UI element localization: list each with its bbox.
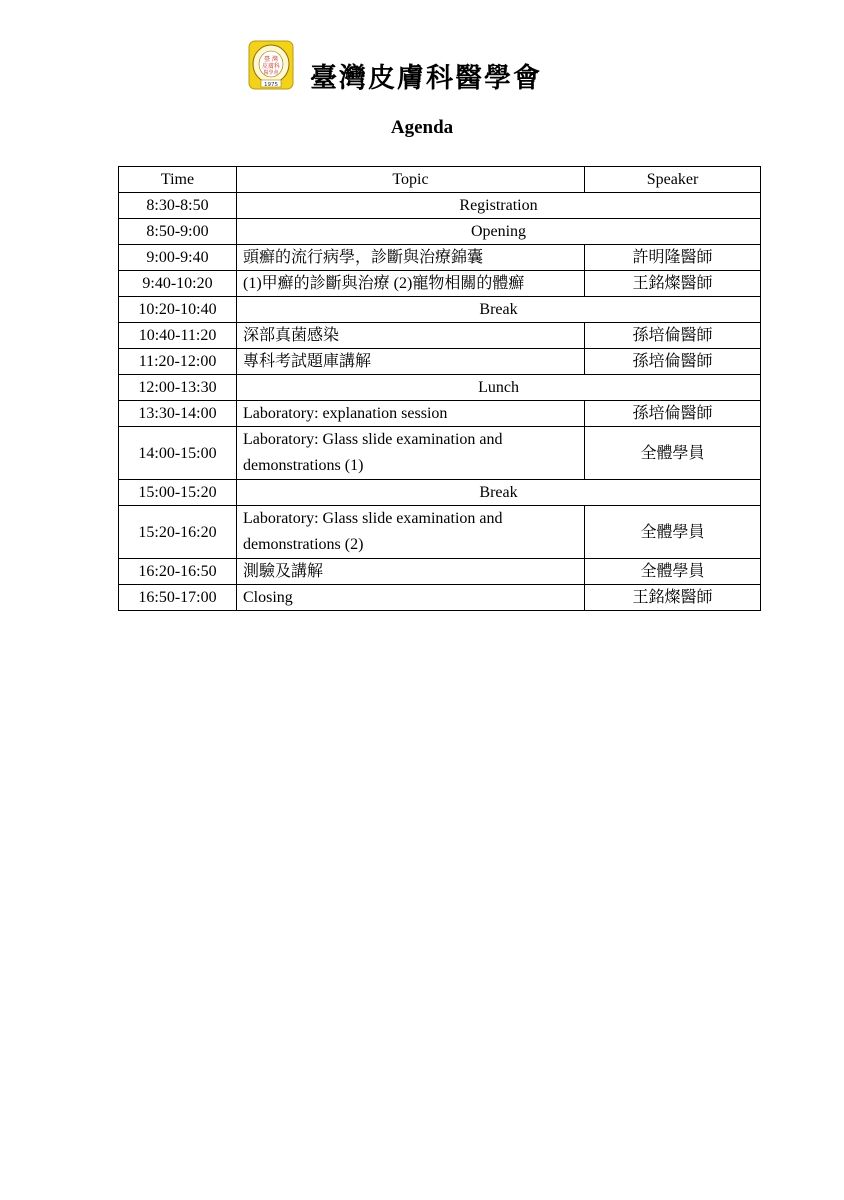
svg-text:醫學會: 醫學會	[263, 70, 279, 76]
svg-text:皮膚科: 皮膚科	[261, 63, 281, 70]
speaker-cell: 孫培倫醫師	[585, 323, 761, 349]
time-cell: 10:20-10:40	[119, 297, 237, 323]
time-cell: 10:40-11:20	[119, 323, 237, 349]
table-row	[119, 245, 761, 271]
topic-cell: 專科考試題庫講解	[237, 349, 585, 375]
time-cell: 11:20-12:00	[119, 349, 237, 375]
speaker-cell: 全體學員	[585, 427, 761, 480]
time-cell: 15:20-16:20	[119, 506, 237, 559]
topic-cell: 頭癬的流行病學，診斷與治療錦囊	[237, 245, 585, 271]
svg-text:1975: 1975	[264, 82, 278, 88]
time-cell: 8:50-9:00	[119, 219, 237, 245]
topic-line: Laboratory: Glass slide examination and	[243, 510, 503, 527]
topic-cell	[237, 506, 585, 559]
speaker-cell: 孫培倫醫師	[585, 401, 761, 427]
topic-cell: 測驗及講解	[237, 559, 585, 585]
speaker-cell: 全體學員	[585, 559, 761, 585]
topic-cell	[237, 427, 585, 480]
table-row	[119, 271, 761, 297]
table-row	[119, 480, 761, 506]
speaker-cell: 王銘燦醫師	[585, 585, 761, 611]
topic-cell: Closing	[237, 585, 585, 611]
organization-name: 臺灣皮膚科醫學會	[310, 63, 542, 94]
session-cell: Break	[237, 480, 761, 506]
table-row	[119, 193, 761, 219]
time-cell: 16:20-16:50	[119, 559, 237, 585]
time-cell: 13:30-14:00	[119, 401, 237, 427]
table-row	[119, 375, 761, 401]
time-cell: 9:00-9:40	[119, 245, 237, 271]
speaker-cell: 許明隆醫師	[585, 245, 761, 271]
svg-text:臺 灣: 臺 灣	[264, 56, 278, 63]
session-cell: Opening	[237, 219, 761, 245]
page-title: Agenda	[390, 117, 454, 138]
table-row	[119, 349, 761, 375]
speaker-cell: 王銘燦醫師	[585, 271, 761, 297]
column-header-topic: Topic	[237, 167, 585, 193]
association-logo-icon	[248, 40, 294, 90]
time-cell: 12:00-13:30	[119, 375, 237, 401]
topic-line: demonstrations (1)	[243, 457, 364, 474]
session-cell: Registration	[237, 193, 761, 219]
topic-cell: 深部真菌感染	[237, 323, 585, 349]
topic-line: demonstrations (2)	[243, 536, 364, 553]
table-row	[119, 323, 761, 349]
session-cell: Break	[237, 297, 761, 323]
time-cell: 14:00-15:00	[119, 427, 237, 480]
time-cell: 16:50-17:00	[119, 585, 237, 611]
table-row	[119, 585, 761, 611]
column-header-speaker: Speaker	[585, 167, 761, 193]
column-header-time: Time	[119, 167, 237, 193]
speaker-cell: 孫培倫醫師	[585, 349, 761, 375]
table-row	[119, 506, 761, 559]
table-row	[119, 219, 761, 245]
agenda-table	[118, 166, 761, 611]
topic-cell: (1)甲癬的診斷與治療 (2)寵物相關的體癬	[237, 271, 585, 297]
table-row	[119, 401, 761, 427]
table-row	[119, 559, 761, 585]
table-row	[119, 427, 761, 480]
session-cell: Lunch	[237, 375, 761, 401]
table-header-row	[119, 167, 761, 193]
topic-line: Laboratory: Glass slide examination and	[243, 431, 503, 448]
topic-cell: Laboratory: explanation session	[237, 401, 585, 427]
table-row	[119, 297, 761, 323]
time-cell: 15:00-15:20	[119, 480, 237, 506]
header	[248, 40, 568, 92]
time-cell: 8:30-8:50	[119, 193, 237, 219]
speaker-cell: 全體學員	[585, 506, 761, 559]
time-cell: 9:40-10:20	[119, 271, 237, 297]
